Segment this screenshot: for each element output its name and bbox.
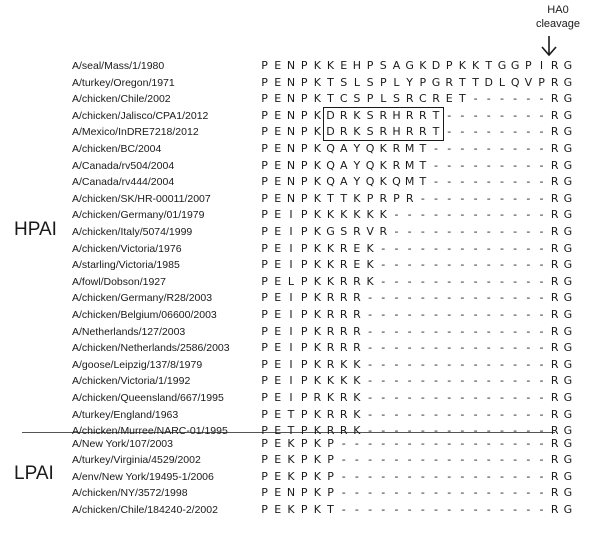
strain-label: A/fowl/Dobson/1927 [72,275,166,288]
group-label-hpai: HPAI [14,219,57,240]
strain-label: A/Canada/rv444/2004 [72,176,175,189]
strain-label: A/chicken/Queensland/667/1995 [72,392,224,404]
strain-label: A/chicken/Germany/01/1979 [72,209,205,222]
sequence-row: P E T P K R R K - - - - - - - - - - - - - - R G [261,424,573,438]
sequence-row: P E I P K R R R - - - - - - - - - - - - - - R G [261,324,573,338]
strain-label: A/Netherlands/127/2003 [72,325,186,338]
strain-label: A/chicken/Jalisco/CPA1/2012 [72,109,209,122]
sequence-row: P E I P K R K K - - - - - - - - - - - - - - R G [261,357,573,371]
cleavage-motif-box [323,107,444,142]
sequence-row: P E N P K K E H P S A G K D P K K T G G P I R G [261,59,573,72]
sequence-row: P E I P K K K K - - - - - - - - - - - - - - R G [261,374,573,388]
sequence-row: P E N P K T T K P R P R - - - - - - - - - - R G [261,191,573,205]
strain-label: A/chicken/Netherlands/2586/2003 [72,342,230,355]
strain-label: A/chicken/Italy/5074/1999 [72,226,193,238]
sequence-row: P E I P K R R R - - - - - - - - - - - - - - R G [261,341,573,355]
strain-label: A/chicken/Germany/R28/2003 [72,292,213,305]
strain-label: A/New York/107/2003 [72,438,173,450]
sequence-row: P E I P K R R R - - - - - - - - - - - - - - R G [261,308,573,321]
strain-label: A/turkey/England/1963 [72,408,179,421]
sequence-row: P E K P K P - - - - - - - - - - - - - - - - R G [261,453,573,467]
strain-label: A/chicken/SK/HR-00011/2007 [72,192,211,205]
sequence-row: P E N P K T C S P L S R C R E T - - - - - - R G [261,92,573,106]
strain-label: A/starling/Victoria/1985 [72,259,180,272]
sequence-row: P E N P K T S L S P L Y P G R T T D L Q V P R G [261,75,573,89]
sequence-row: P E N P K D R K S R H R R T - - - - - - - - R G [261,125,573,139]
sequence-row: P E N P K Q A Y Q K Q M T - - - - - - - - - R G [261,175,573,189]
sequence-row: P E N P K Q A Y Q K R M T - - - - - - - - - R G [261,158,573,172]
strain-label: A/chicken/Murree/NARC-01/1995 [72,425,228,438]
strain-label: A/goose/Leipzig/137/8/1979 [72,358,203,371]
strain-label: A/chicken/Victoria/1/1992 [72,375,191,388]
strain-label: A/seal/Mass/1/1980 [72,60,165,72]
cleavage-label-line1: HA0 [547,4,569,16]
sequence-row: P E K P K P - - - - - - - - - - - - - - - - R G [261,437,573,450]
strain-label: A/Mexico/InDRE7218/2012 [72,126,199,139]
sequence-row: P E I P K R R R - - - - - - - - - - - - - - R G [261,291,573,305]
sequence-row: P E T P K R R K - - - - - - - - - - - - - - R G [261,407,573,421]
strain-label: A/chicken/Chile/184240-2/2002 [72,503,218,516]
strain-label: A/chicken/BC/2004 [72,143,162,155]
sequence-row: P E L P K K R R K - - - - - - - - - - - - - R G [261,274,573,288]
cleavage-arrow-icon [539,35,559,57]
sequence-row: P E N P K Q A Y Q K R M T - - - - - - - - - R G [261,142,573,155]
sequence-row: P E N P K P - - - - - - - - - - - - - - - - R G [261,486,573,500]
sequence-row: P E K P K T - - - - - - - - - - - - - - - - R G [261,502,573,516]
sequence-row: P E I P K G S R V R - - - - - - - - - - - - R G [261,225,573,238]
sequence-row: P E I P K K R E K - - - - - - - - - - - - - R G [261,258,573,272]
sequence-row: P E I P R K R K - - - - - - - - - - - - - - R G [261,391,573,404]
strain-label: A/turkey/Oregon/1971 [72,76,175,89]
strain-label: A/turkey/Virginia/4529/2002 [72,454,201,467]
strain-label: A/chicken/NY/3572/1998 [72,487,188,500]
strain-label: A/chicken/Chile/2002 [72,93,171,106]
sequence-row: P E N P K D R K S R H R R T - - - - - - - - R G [261,108,573,122]
sequence-row: P E I P K K R E K - - - - - - - - - - - - - R G [261,241,573,255]
strain-label: A/Canada/rv504/2004 [72,159,175,172]
strain-label: A/chicken/Belgium/06600/2003 [72,309,217,321]
sequence-row: P E I P K K K K K K - - - - - - - - - - - - R G [261,208,573,222]
strain-label: A/env/New York/19495-1/2006 [72,470,214,483]
cleavage-label-line2: cleavage [535,18,581,30]
strain-label: A/chicken/Victoria/1976 [72,242,182,255]
group-label-lpai: LPAI [14,463,54,484]
sequence-row: P E K P K P - - - - - - - - - - - - - - - - R G [261,469,573,483]
